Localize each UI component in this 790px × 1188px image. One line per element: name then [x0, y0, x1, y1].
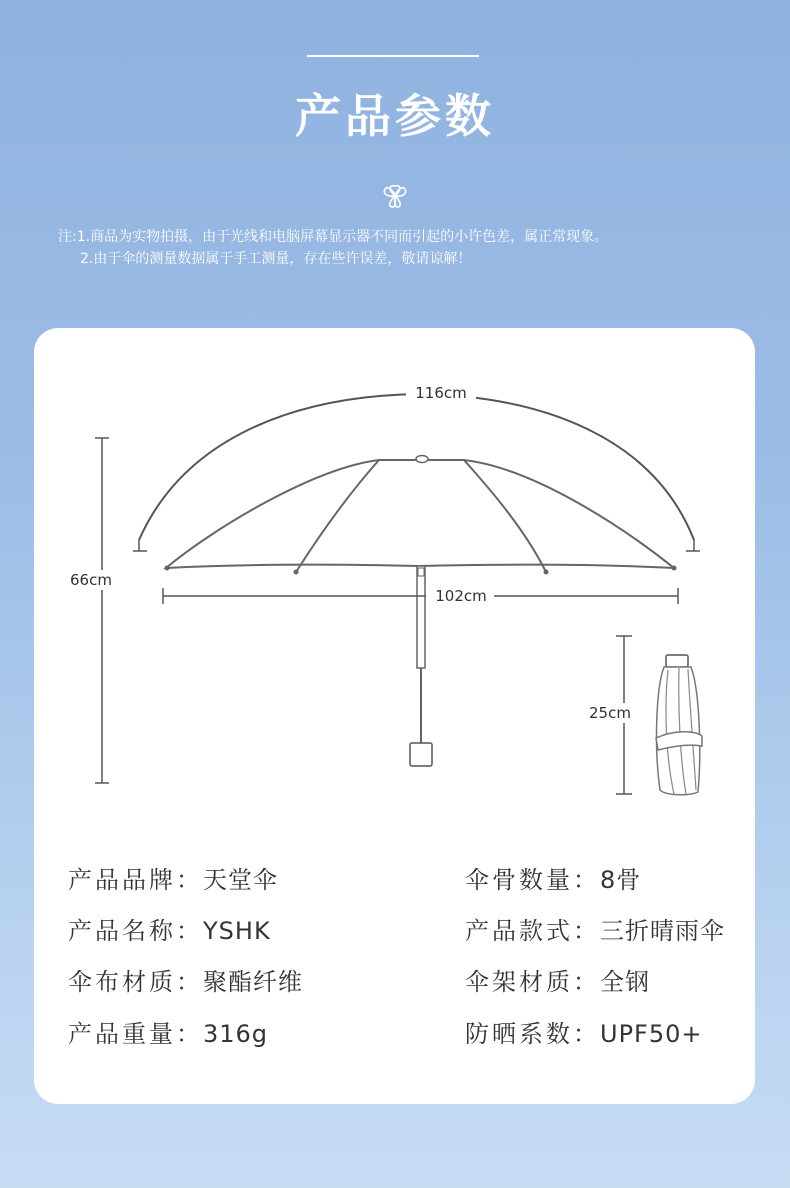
spec-fabric-value: 聚酯纤维 [203, 968, 303, 996]
spec-frame [465, 962, 650, 997]
spec-ribs-key: 伞骨数量： [465, 866, 600, 894]
spec-name [68, 911, 271, 946]
umbrella-diagram [34, 328, 755, 828]
spec-fabric [68, 962, 303, 997]
spec-brand-value: 天堂伞 [203, 866, 278, 894]
spec-frame-key: 伞架材质： [465, 968, 600, 996]
spec-upf [465, 1014, 703, 1049]
page-title: 产品参数 [295, 89, 495, 143]
spec-style [465, 911, 725, 946]
notes [58, 226, 608, 270]
width-label: 102cm [435, 587, 487, 605]
spec-weight-value: 316g [203, 1020, 269, 1048]
shaft-runner [418, 568, 424, 576]
spec-style-key: 产品款式： [465, 917, 600, 945]
spec-weight-key: 产品重量： [68, 1020, 203, 1048]
spec-fabric-key: 伞布材质： [68, 968, 203, 996]
umbrella-top-cap [416, 456, 428, 463]
spec-card [34, 328, 755, 1104]
spec-upf-value: UPF50+ [600, 1020, 703, 1048]
spec-brand [68, 860, 278, 895]
spec-ribs-value: 8骨 [600, 866, 642, 894]
umbrella-canopy [166, 460, 674, 568]
spec-style-value: 三折晴雨伞 [600, 917, 725, 945]
title-top-rule [307, 55, 479, 57]
spec-name-key: 产品名称： [68, 917, 203, 945]
spec-name-value: YSHK [203, 917, 271, 945]
note-line-2: 2.由于伞的测量数据属于手工测量，存在些许误差，敬请谅解！ [80, 251, 472, 267]
folded-length-label: 25cm [589, 704, 631, 722]
umbrella-handle [410, 743, 432, 766]
spec-brand-key: 产品品牌： [68, 866, 203, 894]
spec-frame-value: 全钢 [600, 968, 650, 996]
note-line-1: 注:1.商品为实物拍摄，由于光线和电脑屏幕显示器不同而引起的小许色差，属正常现象。 [58, 229, 609, 245]
umbrella-shaft [417, 566, 425, 668]
spec-weight [68, 1014, 268, 1049]
rib-tip-right [672, 566, 677, 571]
spec-ribs [465, 860, 641, 895]
rib-tip-mid-right [544, 570, 549, 575]
height-label: 66cm [70, 571, 112, 589]
arc-length-label: 116cm [415, 384, 467, 402]
rib-tip-left [165, 566, 170, 571]
rib-tip-mid-left [294, 570, 299, 575]
spec-upf-key: 防晒系数： [465, 1020, 600, 1048]
clover-icon [379, 180, 411, 212]
folded-umbrella [656, 655, 702, 795]
